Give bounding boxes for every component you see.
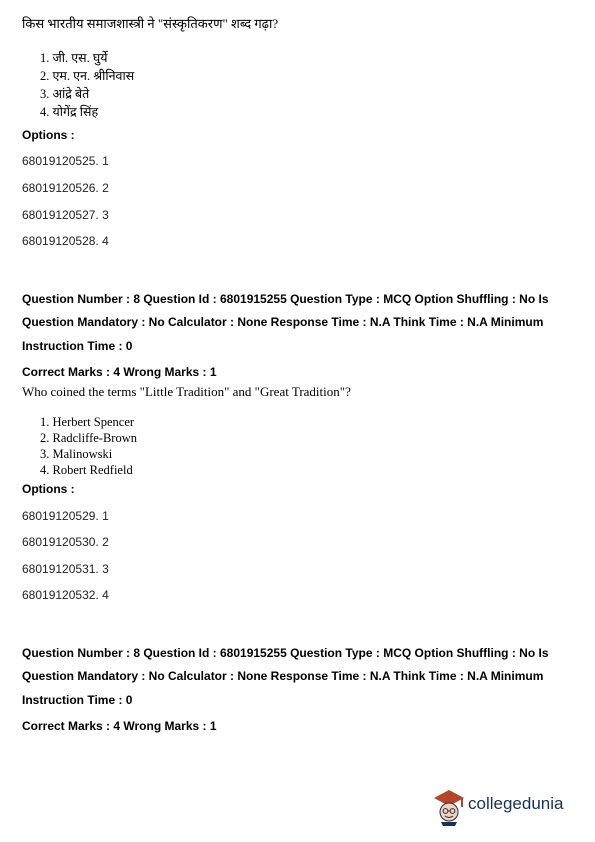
option-item: 4. Robert Redfield — [40, 463, 133, 477]
option-item: 3. आंद्रे बेते — [40, 87, 90, 101]
option-id: 68019120527. 3 — [22, 208, 109, 222]
question-meta: Question Number : 8 Question Id : 6801915255 Question Type : MCQ Option Shuffling : No Is — [22, 292, 549, 306]
options-label: Options : — [22, 128, 75, 142]
option-item: 2. Radcliffe-Brown — [40, 431, 137, 445]
option-item: 4. योगेंद्र सिंह — [40, 105, 99, 119]
option-id: 68019120530. 2 — [22, 535, 109, 549]
question-meta: Question Number : 8 Question Id : 6801915255 Question Type : MCQ Option Shuffling : No Is — [22, 646, 549, 660]
option-item: 2. एम. एन. श्रीनिवास — [40, 69, 135, 83]
graduate-cap-icon — [432, 786, 466, 826]
option-id: 68019120532. 4 — [22, 588, 109, 602]
option-id: 68019120526. 2 — [22, 181, 109, 195]
option-item: 1. जी. एस. घुर्ये — [40, 51, 108, 65]
option-item: 1. Herbert Spencer — [40, 415, 135, 429]
marks-line: Correct Marks : 4 Wrong Marks : 1 — [22, 365, 217, 379]
options-label: Options : — [22, 482, 75, 496]
question-text-hindi: किस भारतीय समाजशास्त्री ने "संस्कृतिकरण" शब्द गढ़ा? — [22, 16, 279, 31]
option-id: 68019120529. 1 — [22, 509, 109, 523]
question-meta: Instruction Time : 0 — [22, 339, 133, 353]
question-meta: Question Mandatory : No Calculator : None Response Time : N.A Think Time : N.A Minimum — [22, 315, 544, 329]
option-id: 68019120525. 1 — [22, 154, 109, 168]
brand-name: collegedunia — [468, 794, 564, 813]
option-id: 68019120528. 4 — [22, 234, 109, 248]
marks-line: Correct Marks : 4 Wrong Marks : 1 — [22, 719, 217, 733]
question-text: Who coined the terms "Little Tradition" and "Great Tradition"? — [22, 384, 351, 399]
question-meta: Instruction Time : 0 — [22, 693, 133, 707]
brand-logo — [432, 782, 582, 830]
option-id: 68019120531. 3 — [22, 562, 109, 576]
option-item: 3. Malinowski — [40, 447, 113, 461]
question-meta: Question Mandatory : No Calculator : None Response Time : N.A Think Time : N.A Minimum — [22, 669, 544, 683]
